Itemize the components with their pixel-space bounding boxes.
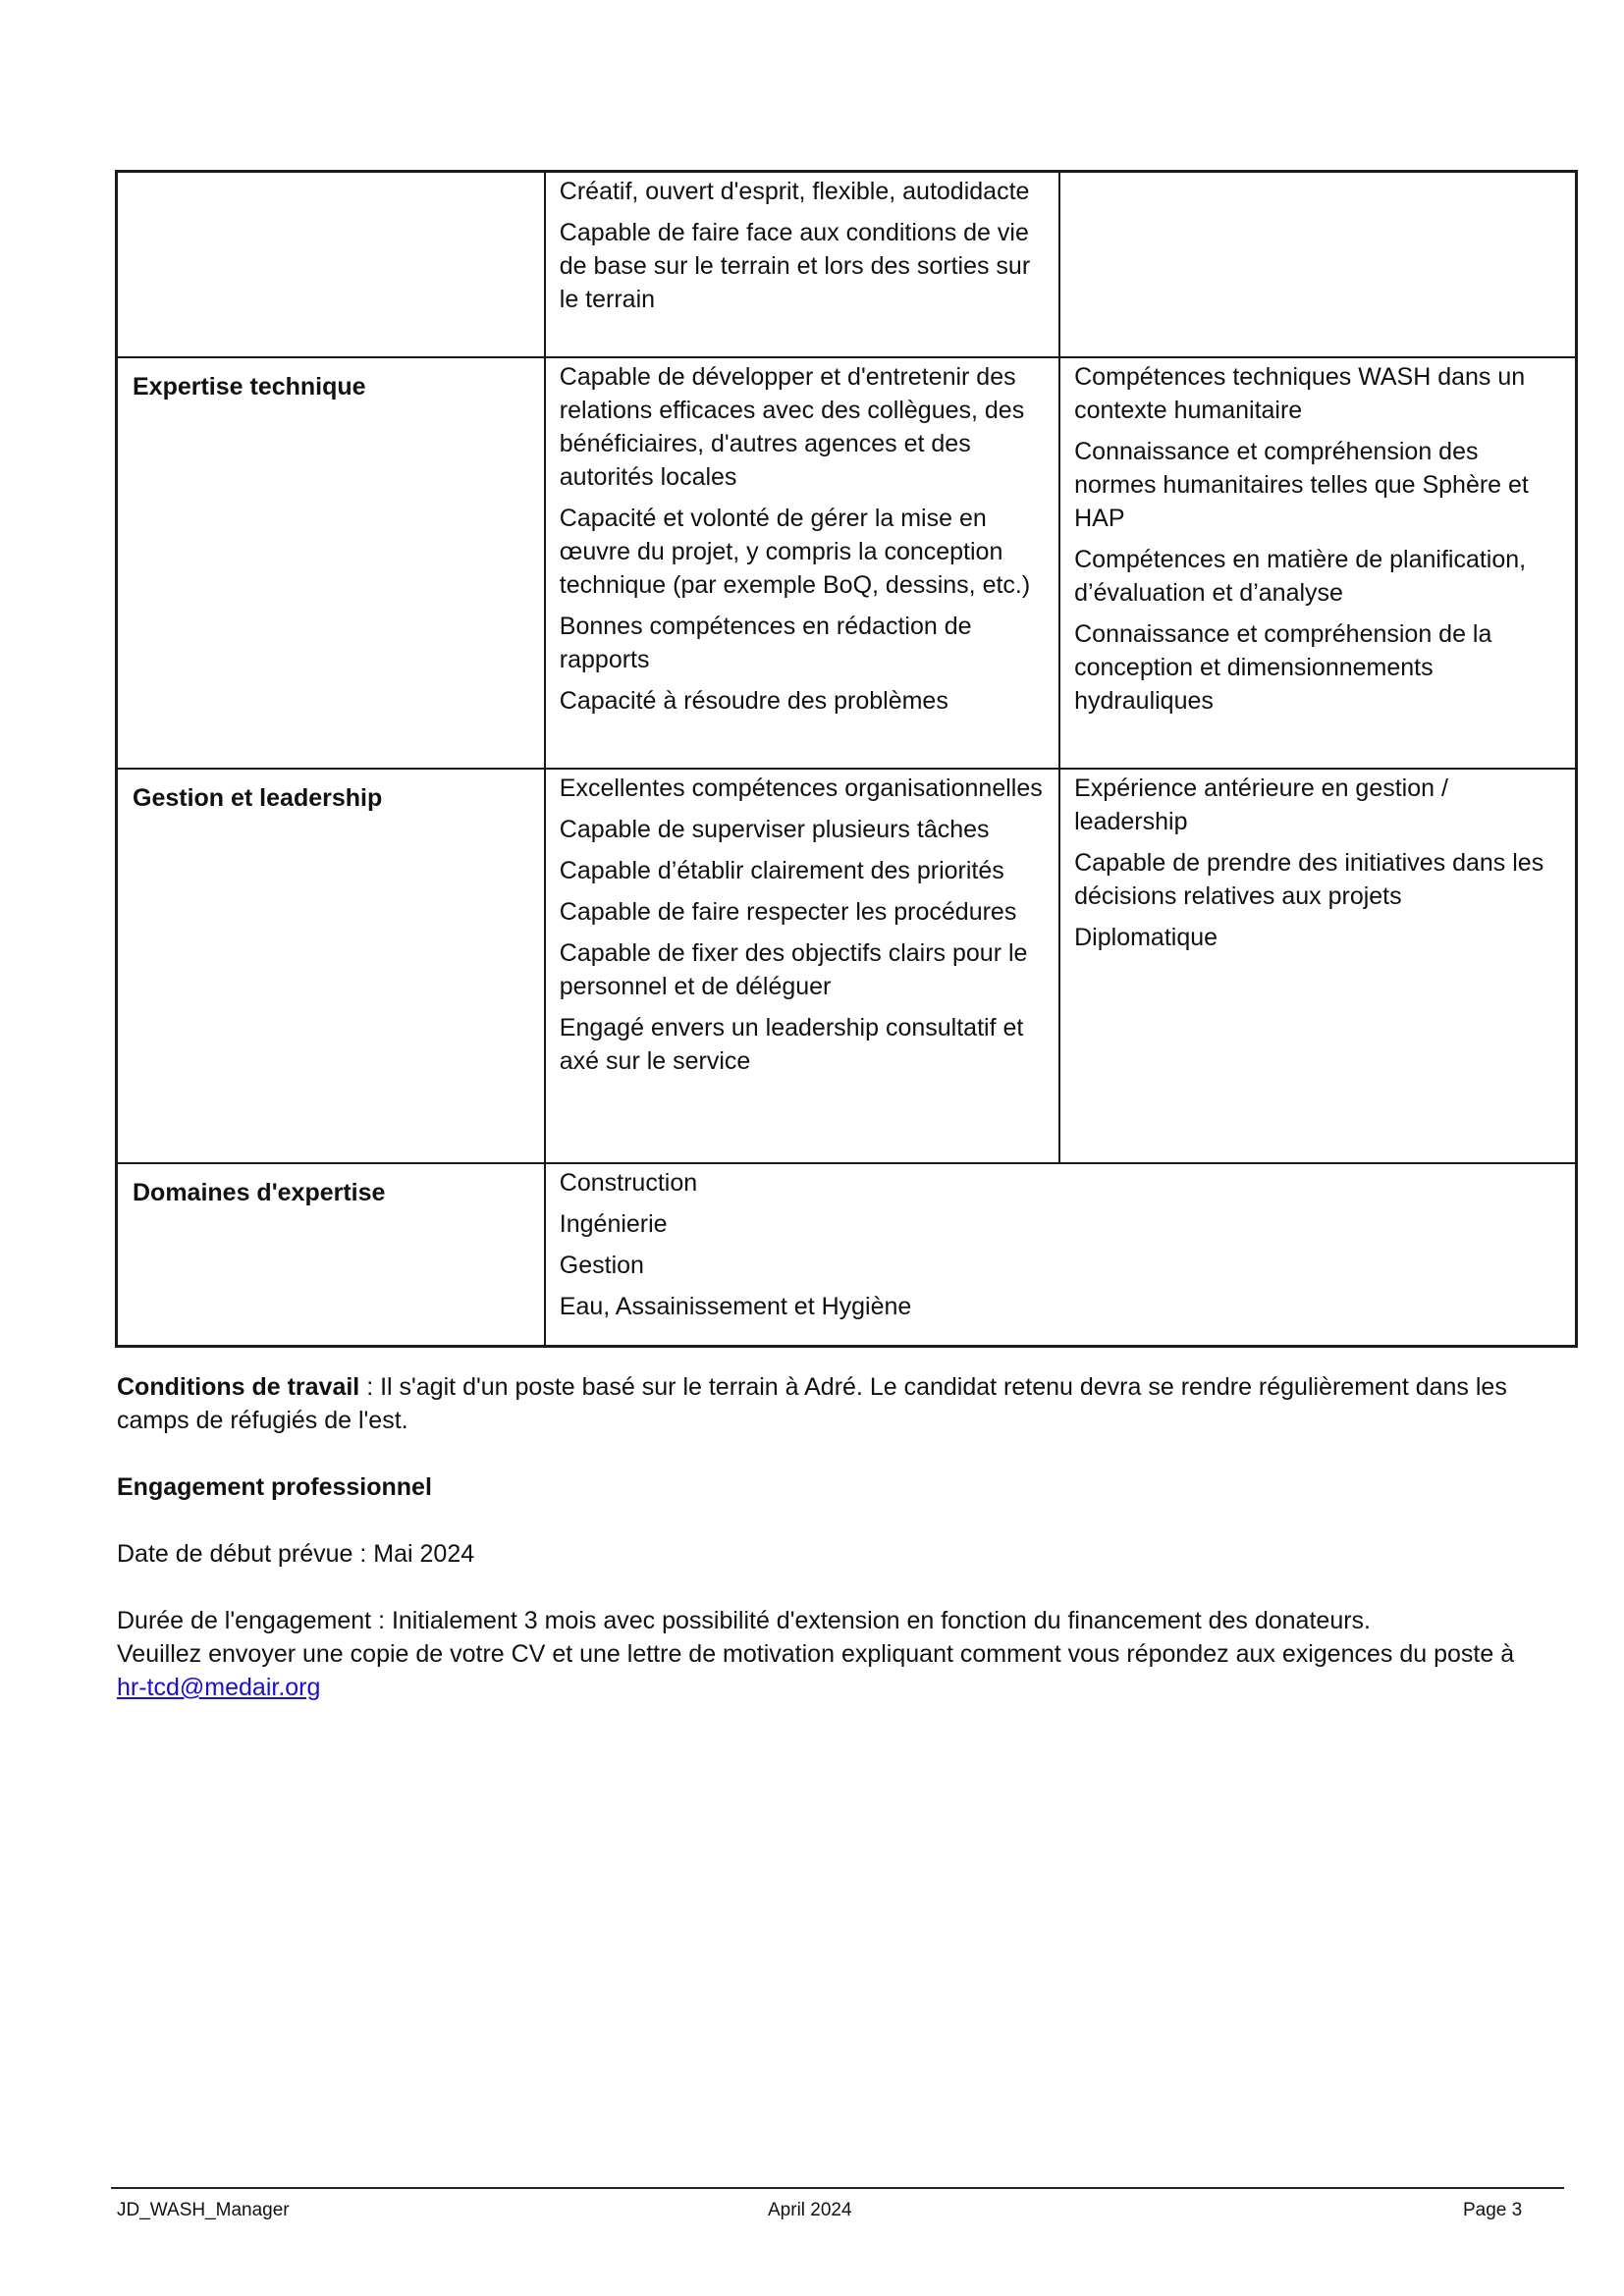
list-item: Construction (559, 1168, 698, 1197)
table-row (117, 357, 1577, 769)
working-conditions (117, 1370, 1580, 1437)
list-item: Connaissance et compréhension de la conception et dimensionnements hydrauliques (1074, 619, 1492, 715)
category-cell (117, 769, 545, 1163)
table-row (117, 1163, 1577, 1347)
engagement-heading-text: Engagement professionnel (117, 1473, 432, 1501)
list-item: Bonnes compétences en rédaction de rapports (559, 612, 972, 673)
engagement-details (117, 1604, 1580, 1704)
footer-page-number: Page 3 (1463, 2200, 1523, 2220)
apply-text: Veuillez envoyer une copie de votre CV et une lettre de motivation expliquant comment vous répondez aux exigences du poste à (117, 1640, 1515, 1668)
footer-date: April 2024 (768, 2200, 852, 2220)
list-item: Capable de développer et d'entretenir des relations efficaces avec des collègues, des bénéficiaires, d'autres agences et des autorités locales (559, 362, 1025, 491)
list-item: Capable de prendre des initiatives dans les décisions relatives aux projets (1074, 848, 1544, 910)
list-item: Gestion (559, 1251, 644, 1279)
list-item: Capacité à résoudre des problèmes (559, 686, 948, 715)
footer-doc-name: JD_WASH_Manager (117, 2200, 290, 2220)
list-item: Créatif, ouvert d'esprit, flexible, autodidacte (559, 178, 1030, 205)
category-label: Domaines d'expertise (133, 1178, 386, 1206)
desirable-cell (1059, 769, 1576, 1163)
category-label: Gestion et leadership (133, 783, 383, 812)
working-conditions-text: : Il s'agit d'un poste basé sur le terrain à Adré. Le candidat retenu devra se rendre régulièrement dans les camps de réfugiés de l'est. (117, 1373, 1507, 1434)
category-cell (117, 357, 545, 769)
list-item: Diplomatique (1074, 923, 1218, 951)
desirable-cell (1059, 357, 1576, 769)
footer-divider (111, 2187, 1564, 2189)
duration-text: Durée de l'engagement : Initialement 3 mois avec possibilité d'extension en fonction du financement des donateurs. (117, 1607, 1371, 1634)
list-item: Compétences techniques WASH dans un contexte humanitaire (1074, 362, 1526, 424)
essential-cell (545, 1163, 1577, 1347)
essential-cell (545, 357, 1059, 769)
requirements-table (115, 170, 1578, 1348)
list-item: Capacité et volonté de gérer la mise en œuvre du projet, y compris la conception technique (par exemple BoQ, dessins, etc.) (559, 504, 1031, 599)
start-date-text: Date de début prévue : Mai 2024 (117, 1540, 475, 1568)
list-item: Capable d’établir clairement des priorités (559, 856, 1004, 884)
list-item: Compétences en matière de planification, d’évaluation et d’analyse (1074, 545, 1527, 607)
desirable-cell (1059, 172, 1576, 357)
start-date (117, 1537, 1580, 1571)
list-item: Excellentes compétences organisationnelles (559, 774, 1043, 802)
essential-cell (545, 769, 1059, 1163)
working-conditions-label: Conditions de travail (117, 1373, 360, 1401)
engagement-heading (117, 1470, 1580, 1504)
list-item: Ingénierie (559, 1209, 668, 1238)
category-label: Expertise technique (133, 372, 366, 400)
list-item: Engagé envers un leadership consultatif et axé sur le service (559, 1013, 1024, 1075)
list-item: Capable de faire respecter les procédures (559, 897, 1017, 926)
list-item: Capable de fixer des objectifs clairs pour le personnel et de déléguer (559, 938, 1028, 1000)
essential-cell (545, 172, 1059, 357)
category-cell (117, 1163, 545, 1347)
table-row (117, 769, 1577, 1163)
list-item: Capable de superviser plusieurs tâches (559, 815, 990, 843)
category-cell (117, 172, 545, 357)
list-item: Connaissance et compréhension des normes humanitaires telles que Sphère et HAP (1074, 437, 1529, 532)
email-link[interactable]: hr-tcd@medair.org (117, 1674, 321, 1701)
list-item: Expérience antérieure en gestion / leadership (1074, 774, 1448, 835)
table-row (117, 172, 1577, 357)
list-item: Capable de faire face aux conditions de vie de base sur le terrain et lors des sorties sur le terrain (559, 219, 1031, 313)
list-item: Eau, Assainissement et Hygiène (559, 1292, 912, 1320)
